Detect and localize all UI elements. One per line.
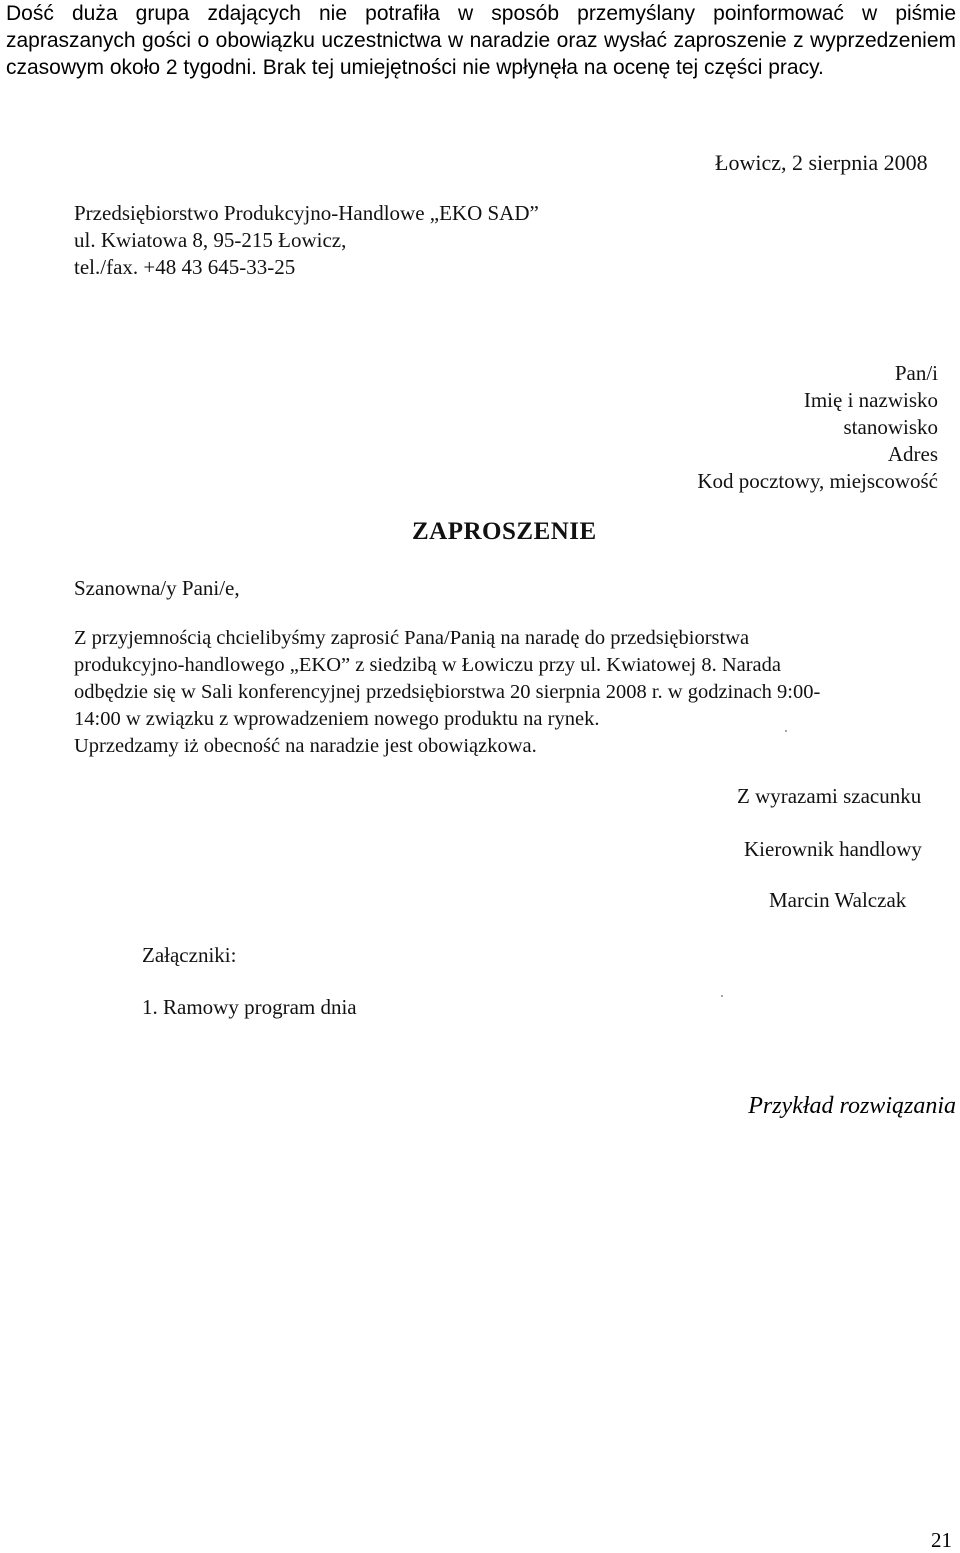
body-line: odbędzie się w Sali konferencyjnej przedsiębiorstwa 20 sierpnia 2008 r. w godzinach 9:00- <box>74 681 821 703</box>
sender-block <box>74 200 539 281</box>
sender-company: Przedsiębiorstwo Produkcyjno-Handlowe „EKO SAD” <box>74 201 539 225</box>
letter-date: Łowicz, 2 sierpnia 2008 <box>715 150 928 175</box>
signer-position: Kierownik handlowy <box>744 837 922 861</box>
body-line: Z przyjemnością chcielibyśmy zaprosić Pana/Panią na naradę do przedsiębiorstwa <box>74 627 750 649</box>
sender-address: ul. Kwiatowa 8, 95-215 Łowicz, <box>74 228 347 252</box>
recipient-line: Kod pocztowy, miejscowość <box>697 469 938 493</box>
recipient-line: Imię i nazwisko <box>803 388 938 412</box>
scan-speck <box>785 730 787 732</box>
caption: Przykład rozwiązania <box>748 1093 956 1119</box>
salutation: Szanowna/y Pani/e, <box>74 576 240 600</box>
page-number: 21 <box>931 1528 952 1552</box>
recipient-line: Pan/i <box>894 361 938 385</box>
signer-name: Marcin Walczak <box>769 888 907 912</box>
attachment-item: 1. Ramowy program dnia <box>142 995 357 1019</box>
scan-speck <box>721 995 723 997</box>
recipient-line: stanowisko <box>843 415 938 439</box>
letter-body <box>74 625 820 760</box>
sender-phone: tel./fax. +48 43 645-33-25 <box>74 255 296 279</box>
body-line: 14:00 w związku z wprowadzeniem nowego produktu na rynek. <box>74 708 600 730</box>
intro-paragraph: Dość duża grupa zdających nie potrafiła w sposób przemyślany poinformować w piśmie zapraszanych gości o obowiązku uczestnictwa w naradzie oraz wysłać zaproszenie z wyprzedzeniem czasowym około 2 tygodni. Brak tej umiejętności nie wpłynęła na ocenę tej części pracy. <box>6 2 956 79</box>
body-line: produkcyjno-handlowego „EKO” z siedzibą w Łowiczu przy ul. Kwiatowej 8. Narada <box>74 654 782 676</box>
attachments-label: Załączniki: <box>142 943 237 967</box>
letter-title: ZAPROSZENIE <box>412 518 597 545</box>
recipient-line: Adres <box>887 442 938 466</box>
closing: Z wyrazami szacunku <box>737 784 922 808</box>
recipient-block <box>697 360 938 495</box>
body-line: Uprzedzamy iż obecność na naradzie jest obowiązkowa. <box>74 735 537 757</box>
